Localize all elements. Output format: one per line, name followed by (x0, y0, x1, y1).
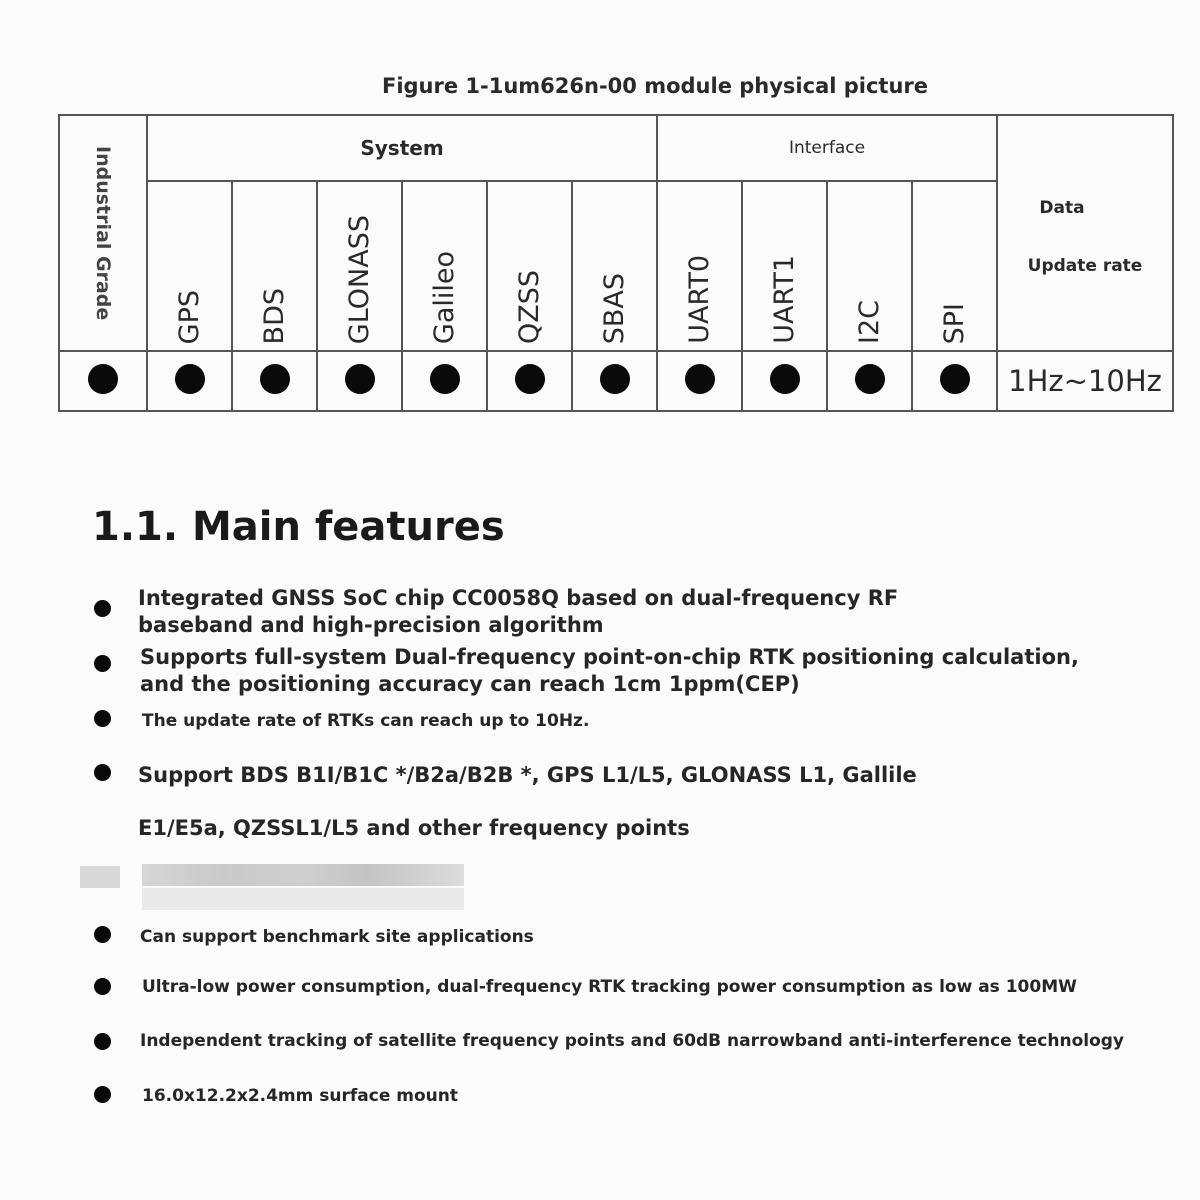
feature-text: Independent tracking of satellite frequency points and 60dB narrowband anti-interference technology (140, 1031, 1124, 1051)
col-sbas (572, 181, 657, 351)
col-label: SPI (939, 302, 970, 344)
interface-header: Interface (657, 115, 997, 181)
uart1-dot (742, 351, 827, 411)
feature-item (0, 974, 1200, 1004)
col-label: GPS (174, 289, 205, 344)
col-label: UART1 (769, 255, 800, 344)
feature-item (0, 762, 1200, 842)
industrial-grade-header (59, 115, 147, 351)
data-label: Data (1039, 198, 1085, 218)
col-uart1 (742, 181, 827, 351)
feature-text: The update rate of RTKs can reach up to 10Hz. (142, 711, 590, 731)
qzss-dot (487, 351, 572, 411)
feature-item (0, 644, 1200, 704)
update-rate-label: Update rate (1027, 256, 1143, 276)
col-spi (912, 181, 997, 351)
filled-dot-icon (430, 364, 460, 394)
bds-dot (232, 351, 317, 411)
data-update-rate-header (997, 115, 1173, 351)
feature-item (0, 924, 1200, 954)
feature-text: baseband and high-precision algorithm (138, 613, 604, 637)
filled-dot-icon (515, 364, 545, 394)
figure-caption: Figure 1-1um626n-00 module physical picture (381, 74, 929, 98)
feature-text: Can support benchmark site applications (140, 927, 534, 947)
col-label: GLONASS (344, 214, 375, 344)
col-uart0 (657, 181, 742, 351)
filled-dot-icon (175, 364, 205, 394)
bullet-icon (94, 1033, 111, 1050)
col-bds (232, 181, 317, 351)
bullet-icon (94, 600, 111, 617)
col-gps (147, 181, 232, 351)
feature-text: Support BDS B1I/B1C */B2a/B2B *, GPS L1/L5, GLONASS L1, Gallile (138, 763, 917, 787)
i2c-dot (827, 351, 912, 411)
col-label: SBAS (599, 272, 630, 344)
bullet-icon (94, 926, 111, 943)
sbas-dot (572, 351, 657, 411)
feature-text: E1/E5a, QZSSL1/L5 and other frequency points (138, 816, 690, 840)
col-label: QZSS (514, 269, 545, 344)
col-galileo (402, 181, 487, 351)
blurred-text-placeholder (142, 888, 464, 910)
feature-text: Supports full-system Dual-frequency point-on-chip RTK positioning calculation, (140, 645, 1079, 669)
bullet-icon (94, 655, 111, 672)
col-glonass (317, 181, 402, 351)
bullet-icon (94, 764, 111, 781)
filled-dot-icon (260, 364, 290, 394)
bullet-icon (94, 710, 111, 727)
section-title: 1.1. Main features (92, 504, 505, 550)
feature-text: Integrated GNSS SoC chip CC0058Q based on dual-frequency RF (138, 586, 899, 610)
feature-text: Ultra-low power consumption, dual-frequency RTK tracking power consumption as low as 100MW (142, 977, 1077, 997)
industrial-grade-label: Industrial Grade (92, 146, 114, 321)
industrial-grade-dot (59, 351, 147, 411)
system-header: System (147, 115, 657, 181)
bullet-icon (94, 1086, 111, 1103)
col-label: I2C (854, 300, 885, 344)
filled-dot-icon (770, 364, 800, 394)
feature-item (0, 1083, 1200, 1113)
bullet-icon (94, 978, 111, 995)
feature-item (0, 708, 1200, 738)
glonass-dot (317, 351, 402, 411)
feature-item (0, 1028, 1200, 1058)
blurred-bullet-placeholder (80, 866, 120, 888)
support-row (59, 351, 1173, 411)
feature-text: 16.0x12.2x2.4mm surface mount (142, 1086, 459, 1106)
filled-dot-icon (685, 364, 715, 394)
update-rate-value: 1Hz~10Hz (997, 351, 1173, 411)
col-label: BDS (259, 287, 290, 344)
filled-dot-icon (855, 364, 885, 394)
col-i2c (827, 181, 912, 351)
uart0-dot (657, 351, 742, 411)
filled-dot-icon (88, 364, 118, 394)
filled-dot-icon (345, 364, 375, 394)
spec-table (58, 114, 1174, 412)
col-label: Galileo (429, 250, 460, 344)
col-label: UART0 (684, 255, 715, 344)
feature-item (0, 585, 1200, 645)
filled-dot-icon (940, 364, 970, 394)
blurred-text-placeholder (142, 864, 464, 886)
feature-text: and the positioning accuracy can reach 1cm 1ppm(CEP) (140, 672, 800, 696)
col-qzss (487, 181, 572, 351)
filled-dot-icon (600, 364, 630, 394)
spi-dot (912, 351, 997, 411)
gps-dot (147, 351, 232, 411)
galileo-dot (402, 351, 487, 411)
